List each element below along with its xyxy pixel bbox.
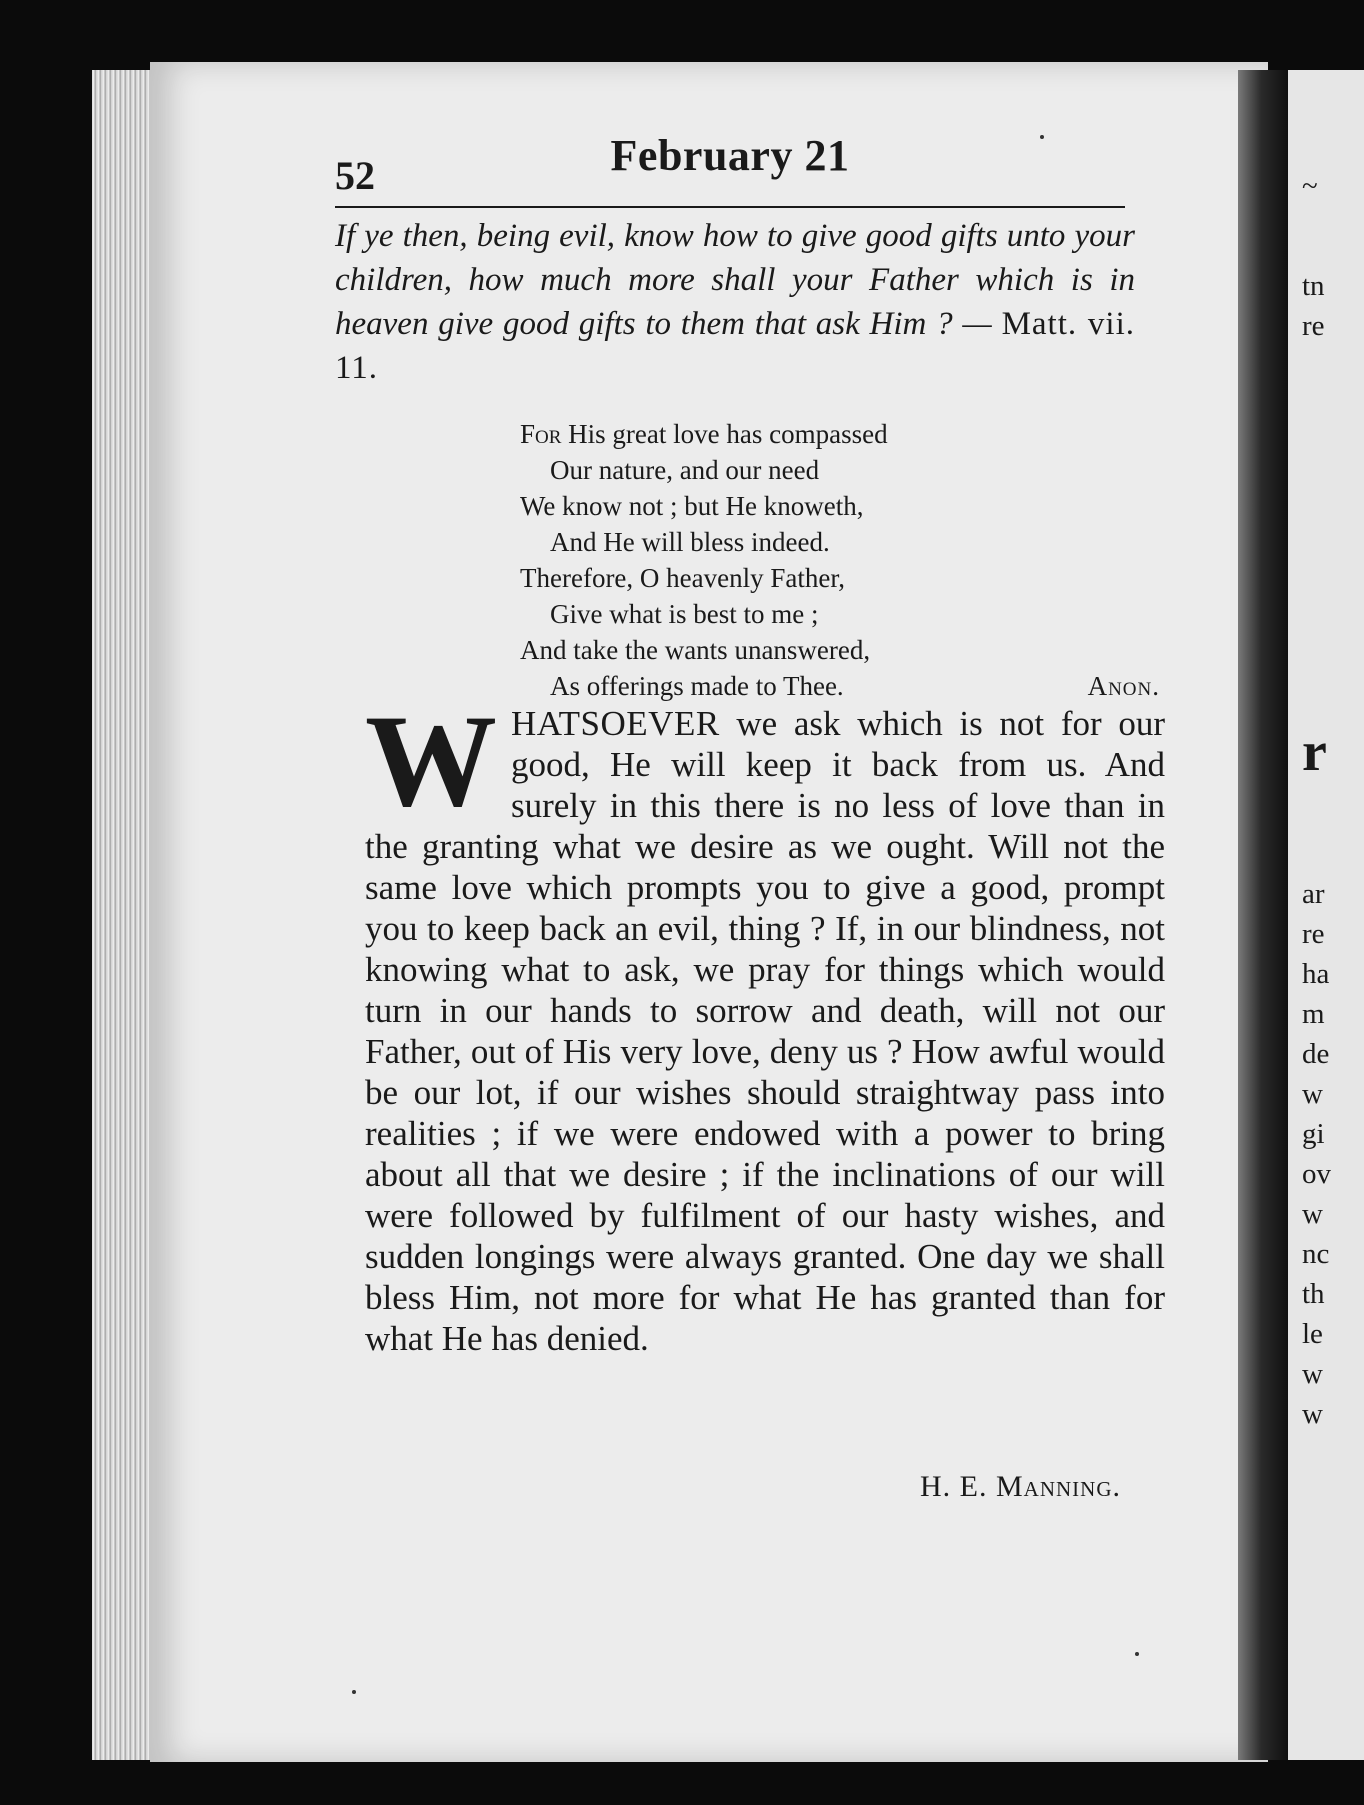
poem-line	[520, 416, 1160, 452]
facing-page-text: m	[1302, 998, 1325, 1030]
facing-page-text: ha	[1302, 958, 1330, 990]
facing-page-text: de	[1302, 1038, 1330, 1070]
poem	[520, 416, 1160, 704]
facing-page-text: ~	[1302, 170, 1318, 202]
facing-page-text: w	[1302, 1078, 1323, 1110]
page-title: February 21	[610, 131, 850, 180]
page-header	[335, 130, 1125, 198]
facing-page-text: gi	[1302, 1118, 1325, 1150]
print-speck	[1040, 135, 1044, 139]
epigraph-text: If ye then, being evil, know how to give good gifts unto your children, how much more shall your Father which is in heaven give good gifts to them that ask Him ? —	[335, 218, 1135, 342]
poem-line-text: His great love has compassed	[561, 419, 888, 449]
facing-page-text: w	[1302, 1398, 1323, 1430]
author-initials: H. E.	[920, 1470, 996, 1503]
poem-author: Anon.	[1087, 671, 1160, 701]
page-number: 52	[335, 153, 375, 198]
facing-page-text: w	[1302, 1358, 1323, 1390]
poem-first-word: For	[520, 419, 562, 449]
facing-page-text: le	[1302, 1318, 1323, 1350]
print-speck	[352, 1690, 356, 1694]
epigraph-citation: Matt. vii. 11.	[335, 306, 1135, 386]
prose-passage	[365, 687, 1165, 1359]
facing-page-text: tn	[1302, 270, 1325, 302]
scripture-epigraph	[335, 214, 1135, 390]
poem-line: And take the wants unanswered,	[520, 635, 871, 665]
prose-lead-word: HATSOEVER	[511, 704, 720, 743]
facing-page-text: re	[1302, 918, 1325, 950]
poem-line: As offerings made to Thee.	[550, 671, 844, 701]
facing-page-text: ov	[1302, 1158, 1331, 1190]
prose-body: we ask which is not for our good, He will keep it back from us. And surely in this there is no less of love than in the granting what we desire as we ought. Will not the same love which prompts you to give a good, prompt you to keep back an evil, thing ? If, in our blindness, not knowing what to ask, we pray for things which would turn in our hands to sorrow and death, will not our Father, out of His very love, deny us ? How awful would be our lot, if our wishes should straightway pass into realities ; if we were endowed with a power to bring about all that we desire ; if the inclinations of our will were followed by fulfilment of our hasty wishes, and sudden longings were always granted. One day we shall bless Him, not more for what He has granted than for what He has denied.	[365, 704, 1165, 1358]
poem-line: And He will bless indeed.	[550, 527, 830, 557]
facing-page-text: r	[1302, 721, 1327, 783]
poem-line: Therefore, O heavenly Father,	[520, 563, 846, 593]
drop-cap: W	[365, 687, 497, 834]
facing-page-text: re	[1302, 310, 1325, 342]
poem-line: Our nature, and our need	[550, 455, 820, 485]
facing-page-text: w	[1302, 1198, 1323, 1230]
facing-page-text: th	[1302, 1278, 1325, 1310]
facing-page-text: nc	[1302, 1238, 1330, 1270]
book-gutter	[1238, 70, 1290, 1760]
author-surname: Manning.	[996, 1470, 1121, 1503]
prose-author	[920, 1470, 1121, 1504]
poem-line: We know not ; but He knoweth,	[520, 491, 864, 521]
print-speck	[1135, 1652, 1139, 1656]
facing-page-text: ar	[1302, 878, 1325, 910]
header-rule	[335, 206, 1125, 208]
facing-page-fragment	[1288, 70, 1364, 1760]
poem-line: Give what is best to me ;	[550, 599, 819, 629]
